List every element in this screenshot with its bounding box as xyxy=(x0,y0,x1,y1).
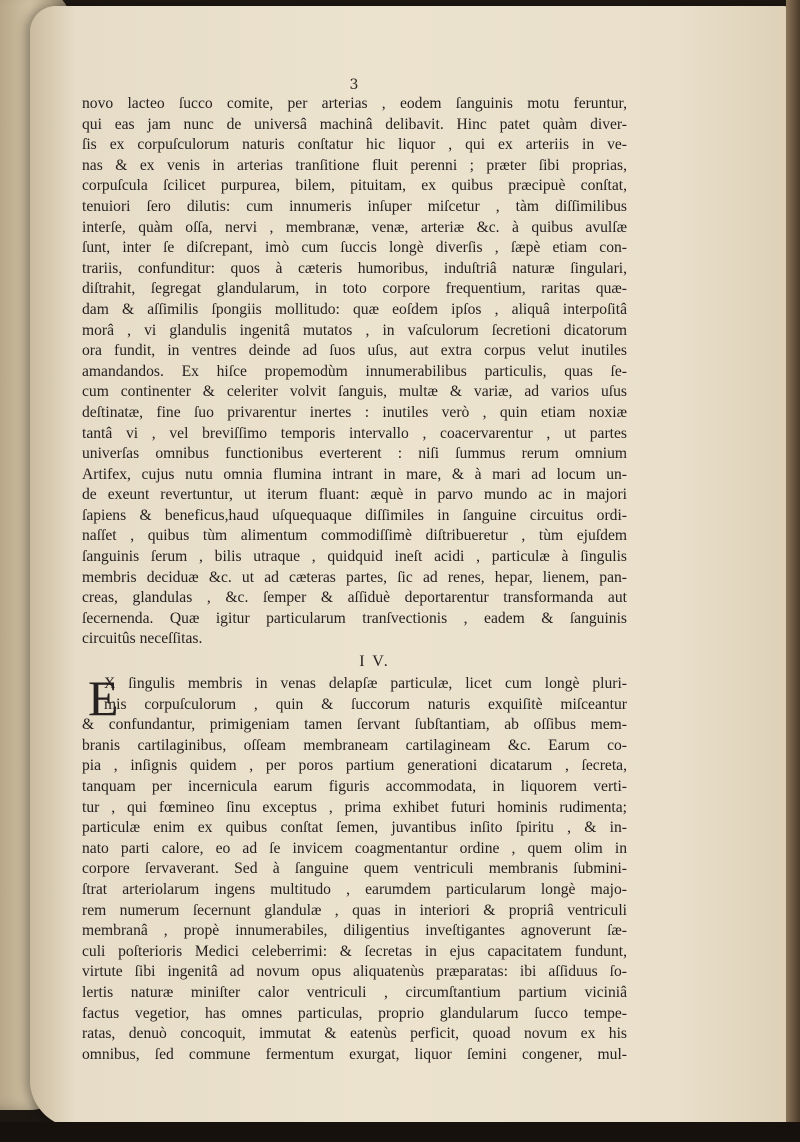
text-line: membris deciduæ &c. ut ad cæteras partes, ſic ad renes, hepar, lienem, pan- xyxy=(82,568,627,586)
background-shadow xyxy=(0,1122,800,1142)
paragraph-1 xyxy=(82,94,627,650)
text-line: nas & ex venis in arterias tranſitione fluit perenni ; præter ſibi proprias, xyxy=(82,156,627,174)
text-line: creas, glandulas , &c. ſemper & aſſiduè deportarentur transformanda aut xyxy=(82,589,627,607)
text-block xyxy=(82,94,627,1065)
text-line: tantâ vi , vel breviſſimo temporis intervallo , coacervarentur , ut partes xyxy=(82,424,627,442)
paragraph-2 xyxy=(82,670,627,1065)
text-line: virtute ſibi ingenitâ ad novum opus aliquatenùs præparatas: ibi aſſiduus ſo- xyxy=(82,963,627,981)
text-line: tenuiori ſero dilutis: cum innumeris inſuper miſcetur , tàm diſſimilibus xyxy=(82,197,627,215)
text-line: X ſingulis membris in venas delapſæ particulæ, licet cum longè pluri- xyxy=(104,675,627,693)
text-line: amandandos. Ex hiſce propemodùm innumerabilibus particulis, quas ſe- xyxy=(82,362,627,380)
text-line: deſtinatæ, fine ſuo privarentur inertes : inutiles verò , quin etiam noxiæ xyxy=(82,403,627,421)
text-line: tur , qui fœmineo ſinu exceptus , prima exhibet futuri hominis rudimenta; xyxy=(82,798,627,816)
page-stack-edge xyxy=(786,0,800,1142)
text-line: corpore ſervaverant. Sed à ſanguine quem ventriculi membranis ſubmini- xyxy=(82,860,627,878)
text-line: pia , inſignis quidem , per poros partium generationi dicatarum , ſecreta, xyxy=(82,757,627,775)
text-line: ſapiens & beneficus,haud uſquequaque diſſimiles in ſanguine circuitus ordi- xyxy=(82,506,627,524)
text-line: rem numerum ſecernunt glandulæ , quas in interiori & propriâ ventriculi xyxy=(82,901,627,919)
text-line: qui eas jam nunc de universâ machinâ delibavit. Hinc patet quàm diver- xyxy=(82,115,627,133)
section-heading: I V. xyxy=(359,653,390,671)
text-line: mis corpuſculorum , quin & ſuccorum naturis exquiſitè miſceantur xyxy=(104,695,627,713)
text-line: omnibus, ſed commune fermentum exurgat, liquor ſemini congener, mul- xyxy=(82,1045,627,1063)
text-line: particulæ enim ex quibus conſtat ſemen, juvantibus inſito ſpiritu , & in- xyxy=(82,819,627,837)
text-line: tanquam per incernicula earum figuris accommodata, in liquorem verti- xyxy=(82,778,627,795)
text-line: culi poſterioris Medici celeberrimi: & ſecretas in ejus capacitatem fundunt, xyxy=(82,942,627,960)
text-line: ſtrat arteriolarum ingens multitudo , earumdem particularum longè majo- xyxy=(82,880,627,898)
text-line: factus vegetior, has omnes particulas, proprio glandularum ſucco tempe- xyxy=(82,1004,627,1022)
text-line: interſe, quàm oſſa, nervi , membranæ, venæ, arteriæ &c. à quibus avulſæ xyxy=(82,218,627,236)
text-line: nato parti calore, eo ad ſe invicem coagmentantur ordine , quem olim in xyxy=(82,839,627,857)
text-line: ora fundit, in ventres deinde ad ſuos uſus, aut extra corpus velut inutiles xyxy=(82,342,627,360)
text-line: circuitûs neceſſitas. xyxy=(82,630,203,648)
page-number: 3 xyxy=(349,77,359,93)
text-line: membranâ , propè innumerabiles, diligentius inveſtigantes agnoverunt ſæ- xyxy=(82,922,627,940)
text-line: ſis ex corpuſculorum naturis conſtatur hic liquor , qui ex arteriis in ve- xyxy=(82,136,627,154)
text-line: lertis naturæ miniſter calor ventriculi , circumſtantium partium viciniâ xyxy=(82,983,627,1001)
text-line: morâ , vi glandulis ingenitâ mutatos , in vaſculorum ſecretioni dicatorum xyxy=(82,321,627,339)
text-line: & confundantur, primigeniam tamen ſervant ſubſtantiam, ab oſſibus mem- xyxy=(82,716,627,734)
text-line: novo lacteo ſucco comite, per arterias , eodem ſanguinis motu feruntur, xyxy=(82,95,627,112)
text-line: cum continenter & celeriter volvit ſanguis, multæ & variæ, ad varios uſus xyxy=(82,383,627,401)
text-line: trariis, confunditur: quos à cæteris humoribus, induſtriâ naturæ ſingulari, xyxy=(82,259,627,277)
text-line: dam & aſſimilis ſpongiis mollitudo: quæ eoſdem ipſos , aliquâ interpoſitâ xyxy=(82,300,627,318)
text-line: univerſas omnibus functionibus everterent : niſi ſummus rerum omnium xyxy=(82,445,627,463)
text-line: naſſet , quibus tùm alimentum commodiſſimè diſtribueretur , tùm ejuſdem xyxy=(82,527,627,545)
text-line: Artifex, cujus nutu omnia flumina intrant in mare, & à mari ad locum un- xyxy=(82,465,627,483)
text-line: corpuſcula ſcilicet purpurea, bilem, pituitam, ex quibus præcipuè conſtat, xyxy=(82,177,627,195)
text-line: de exeunt revertuntur, ut iterum fluant: æquè in parvo mundo ac in majori xyxy=(82,486,627,504)
drop-cap: E xyxy=(88,670,119,727)
text-line: ratas, denuò concoquit, immutat & eatenùs perficit, quoad novum ex his xyxy=(82,1025,627,1043)
text-line: branis cartilaginibus, oſſeam membraneam cartilagineam &c. Earum co- xyxy=(82,736,627,754)
text-line: ſecernenda. Quæ igitur particularum tranſvectionis , eadem & ſanguinis xyxy=(82,609,627,627)
text-line: ſanguinis ſerum , bilis utraque , quidquid ineſt acidi , particulæ à ſingulis xyxy=(82,548,627,566)
text-line: ſunt, inter ſe diſcrepant, imò cum ſuccis longè diverſis , ſæpè etiam con- xyxy=(82,239,627,257)
text-line: diſtrahit, ſegregat glandularum, in toto corpore frequentium, raritas quæ- xyxy=(82,280,627,298)
